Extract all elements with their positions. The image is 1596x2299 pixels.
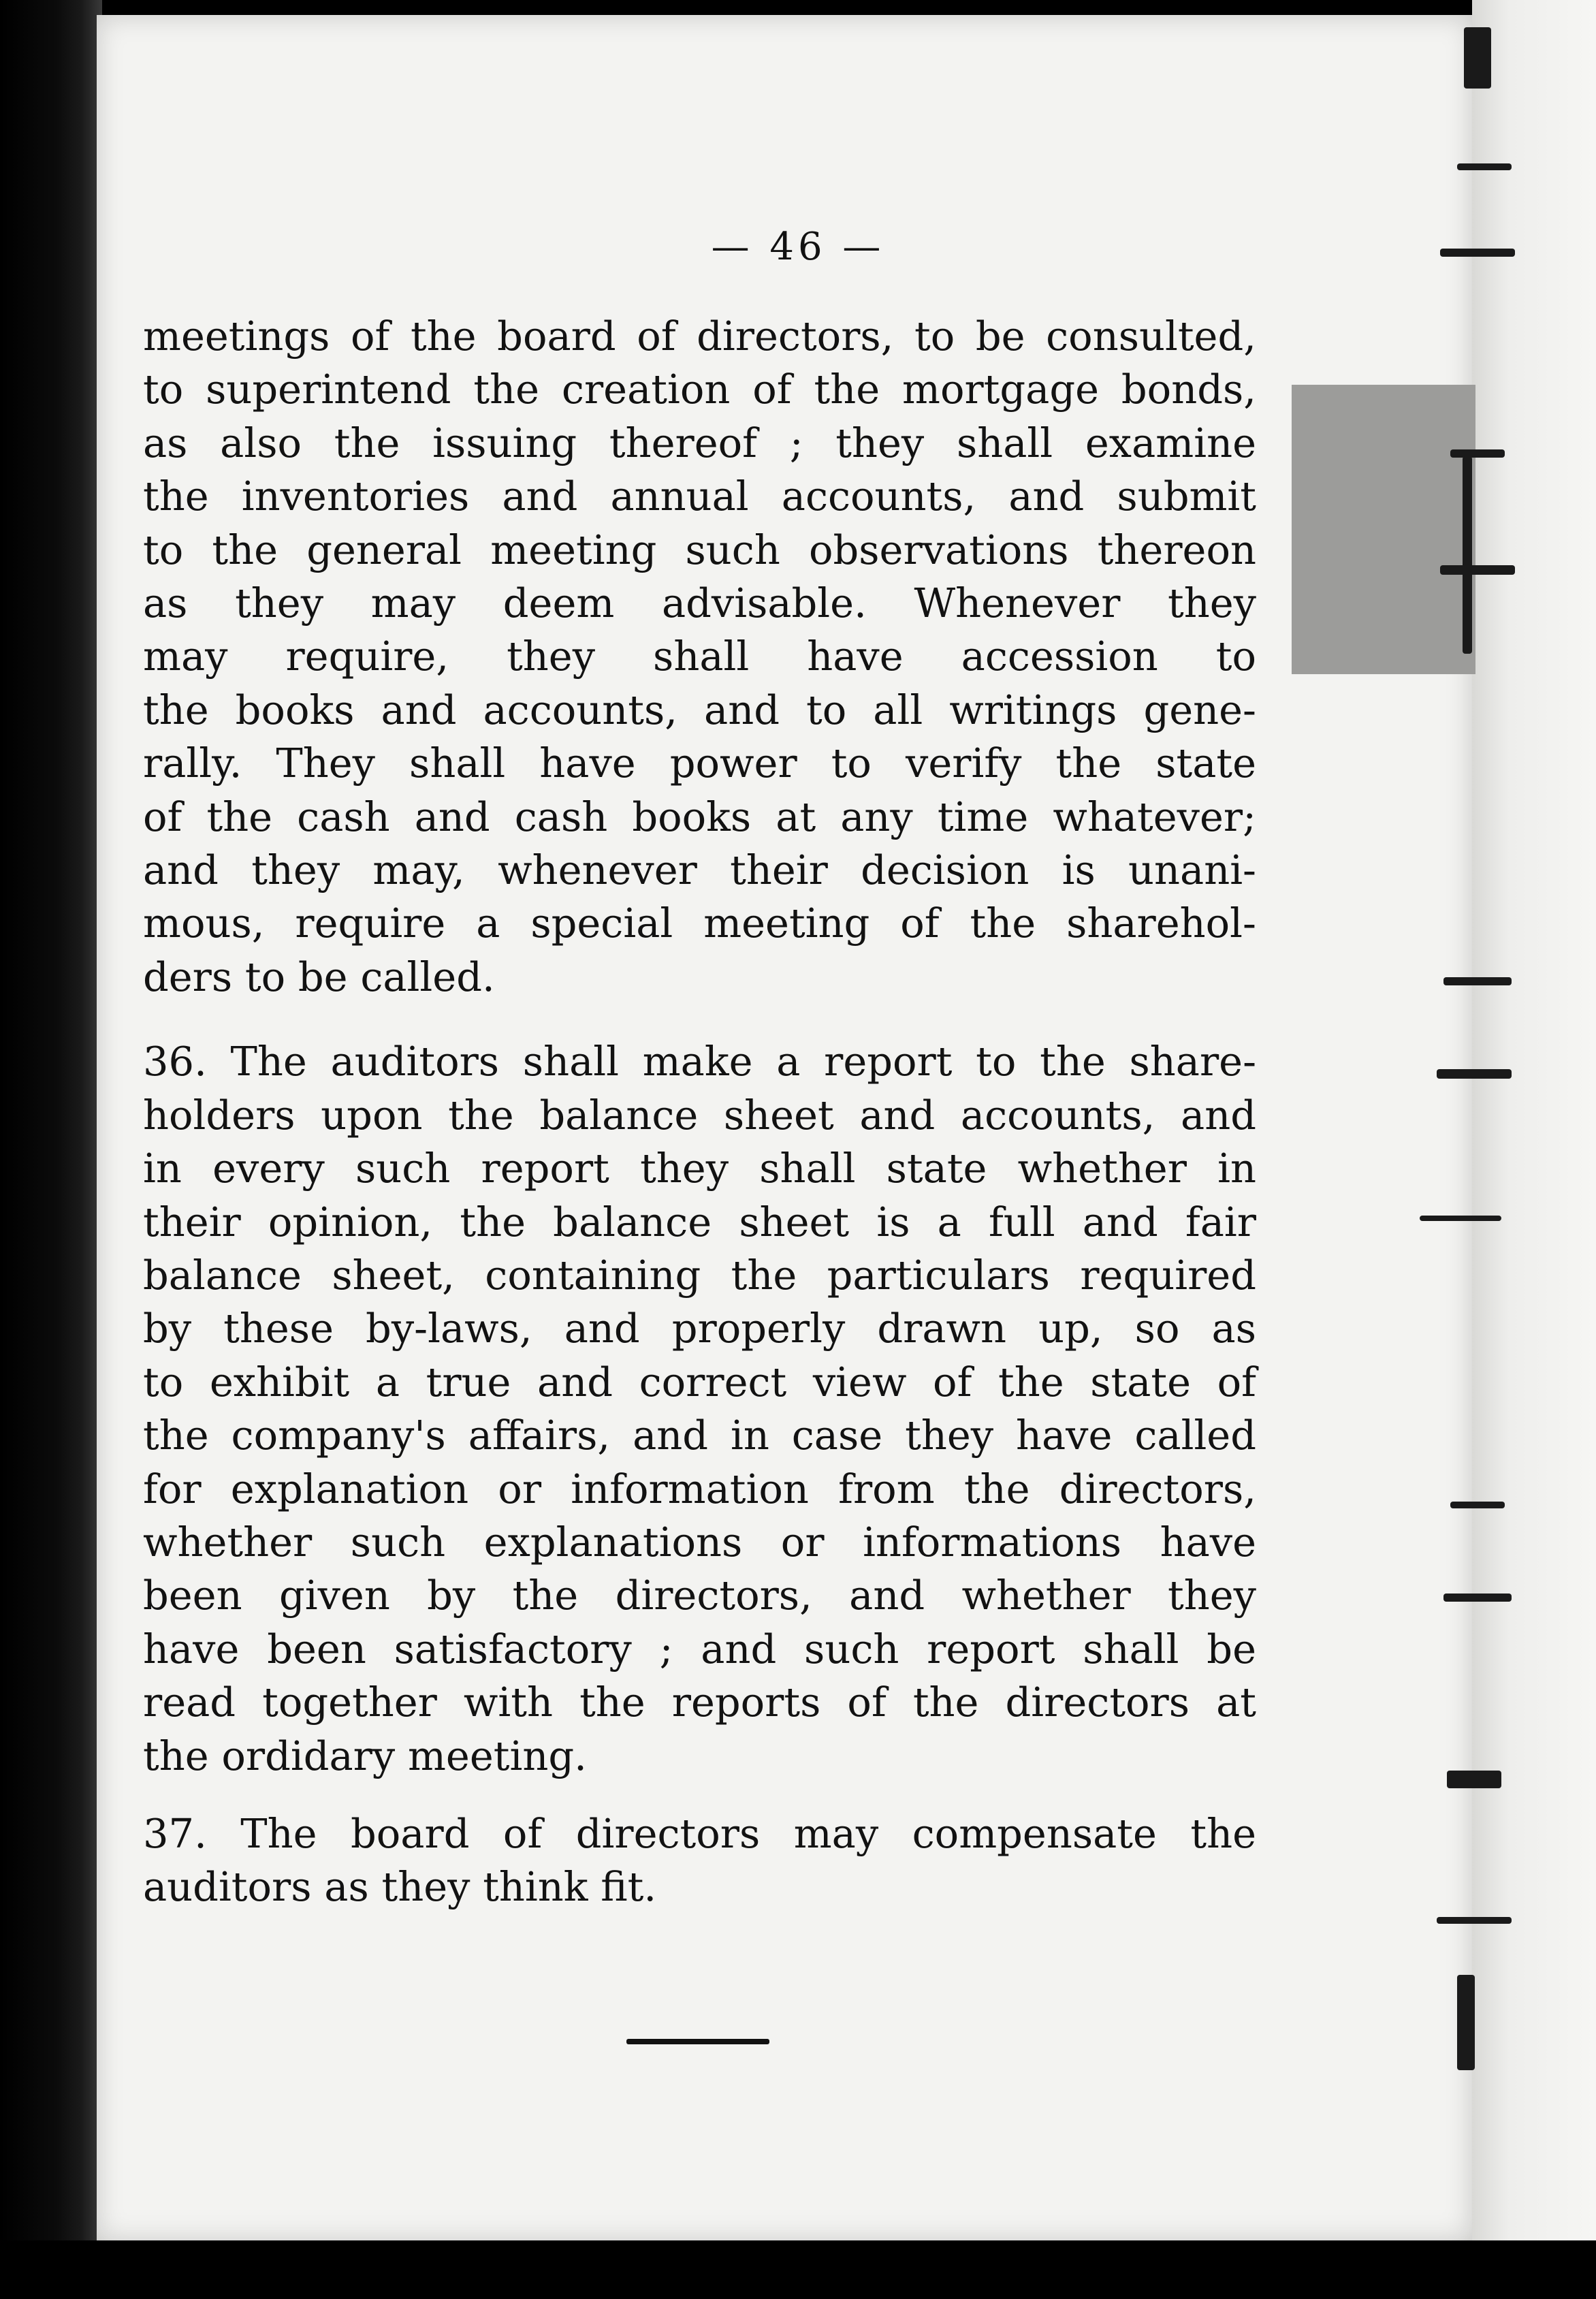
- text-line: to exhibit a true and correct view of the state of: [143, 1358, 1256, 1406]
- scan-top-border: [0, 0, 1596, 16]
- paragraph: [143, 310, 1256, 1004]
- page-number: — 46 —: [711, 225, 885, 269]
- text-line: by these by-laws, and properly drawn up, so as: [143, 1305, 1256, 1352]
- body-text: [143, 310, 1256, 1914]
- text-line: in every such report they shall state whether in: [143, 1145, 1256, 1192]
- text-line: to the general meeting such observations thereon: [143, 526, 1256, 573]
- end-rule: [626, 2039, 769, 2044]
- text-line: and they may, whenever their decision is unani-: [143, 846, 1256, 894]
- text-line: of the cash and cash books at any time whatever;: [143, 793, 1256, 840]
- text-line: the books and accounts, and to all writings gene-: [143, 686, 1256, 733]
- text-line: may require, they shall have accession to: [143, 633, 1256, 680]
- binding-mark: [1437, 1917, 1512, 1924]
- binding-mark: [1450, 1502, 1505, 1508]
- text-line: the company's affairs, and in case they have called: [143, 1412, 1256, 1459]
- text-line: 36. The auditors shall make a report to the share-: [143, 1038, 1256, 1085]
- binding-mark: [1443, 1594, 1512, 1602]
- binding-mark: [1420, 1216, 1501, 1221]
- text-line: ders to be called.: [143, 953, 495, 1000]
- scan-left-border: [0, 0, 102, 2299]
- text-line: rally. They shall have power to verify the state: [143, 740, 1256, 787]
- text-line: balance sheet, containing the particulars required: [143, 1251, 1256, 1299]
- scan-bottom-border: [0, 2240, 1596, 2299]
- paragraph-36: [143, 1035, 1256, 1783]
- paragraph-spacer: [143, 1004, 1256, 1035]
- binding-mark: [1440, 565, 1515, 575]
- text-line: auditors as they think fit.: [143, 1863, 657, 1911]
- text-line: for explanation or information from the directors,: [143, 1465, 1256, 1512]
- binding-mark: [1463, 456, 1472, 654]
- binding-mark: [1457, 163, 1512, 170]
- binding-mark: [1437, 1069, 1512, 1079]
- paragraph-spacer: [143, 1783, 1256, 1807]
- text-line: as also the issuing thereof ; they shall examine: [143, 419, 1256, 466]
- text-line: meetings of the board of directors, to be consulted,: [143, 313, 1256, 360]
- text-line: have been satisfactory ; and such report shall be: [143, 1625, 1256, 1672]
- binding-mark: [1443, 977, 1512, 985]
- binding-mark: [1447, 1771, 1501, 1788]
- binding-mark: [1457, 1975, 1475, 2070]
- text-line: mous, require a special meeting of the sharehol-: [143, 900, 1256, 947]
- tape-patch: [1292, 385, 1475, 674]
- text-line: their opinion, the balance sheet is a full and fair: [143, 1198, 1256, 1246]
- text-line: to superintend the creation of the mortgage bonds,: [143, 366, 1256, 413]
- text-line: as they may deem advisable. Whenever they: [143, 580, 1256, 627]
- text-line: whether such explanations or informations have: [143, 1518, 1256, 1566]
- text-line: read together with the reports of the directors at: [143, 1679, 1256, 1726]
- text-line: holders upon the balance sheet and accounts, and: [143, 1091, 1256, 1139]
- binding-mark: [1464, 27, 1491, 89]
- text-line: been given by the directors, and whether they: [143, 1572, 1256, 1619]
- text-line: the inventories and annual accounts, and submit: [143, 473, 1256, 520]
- text-line: 37. The board of directors may compensate the: [143, 1809, 1256, 1857]
- binding-mark: [1450, 449, 1505, 458]
- paragraph-37: [143, 1807, 1256, 1914]
- text-line: the ordidary meeting.: [143, 1732, 587, 1779]
- facing-page-edge: [1472, 0, 1596, 2299]
